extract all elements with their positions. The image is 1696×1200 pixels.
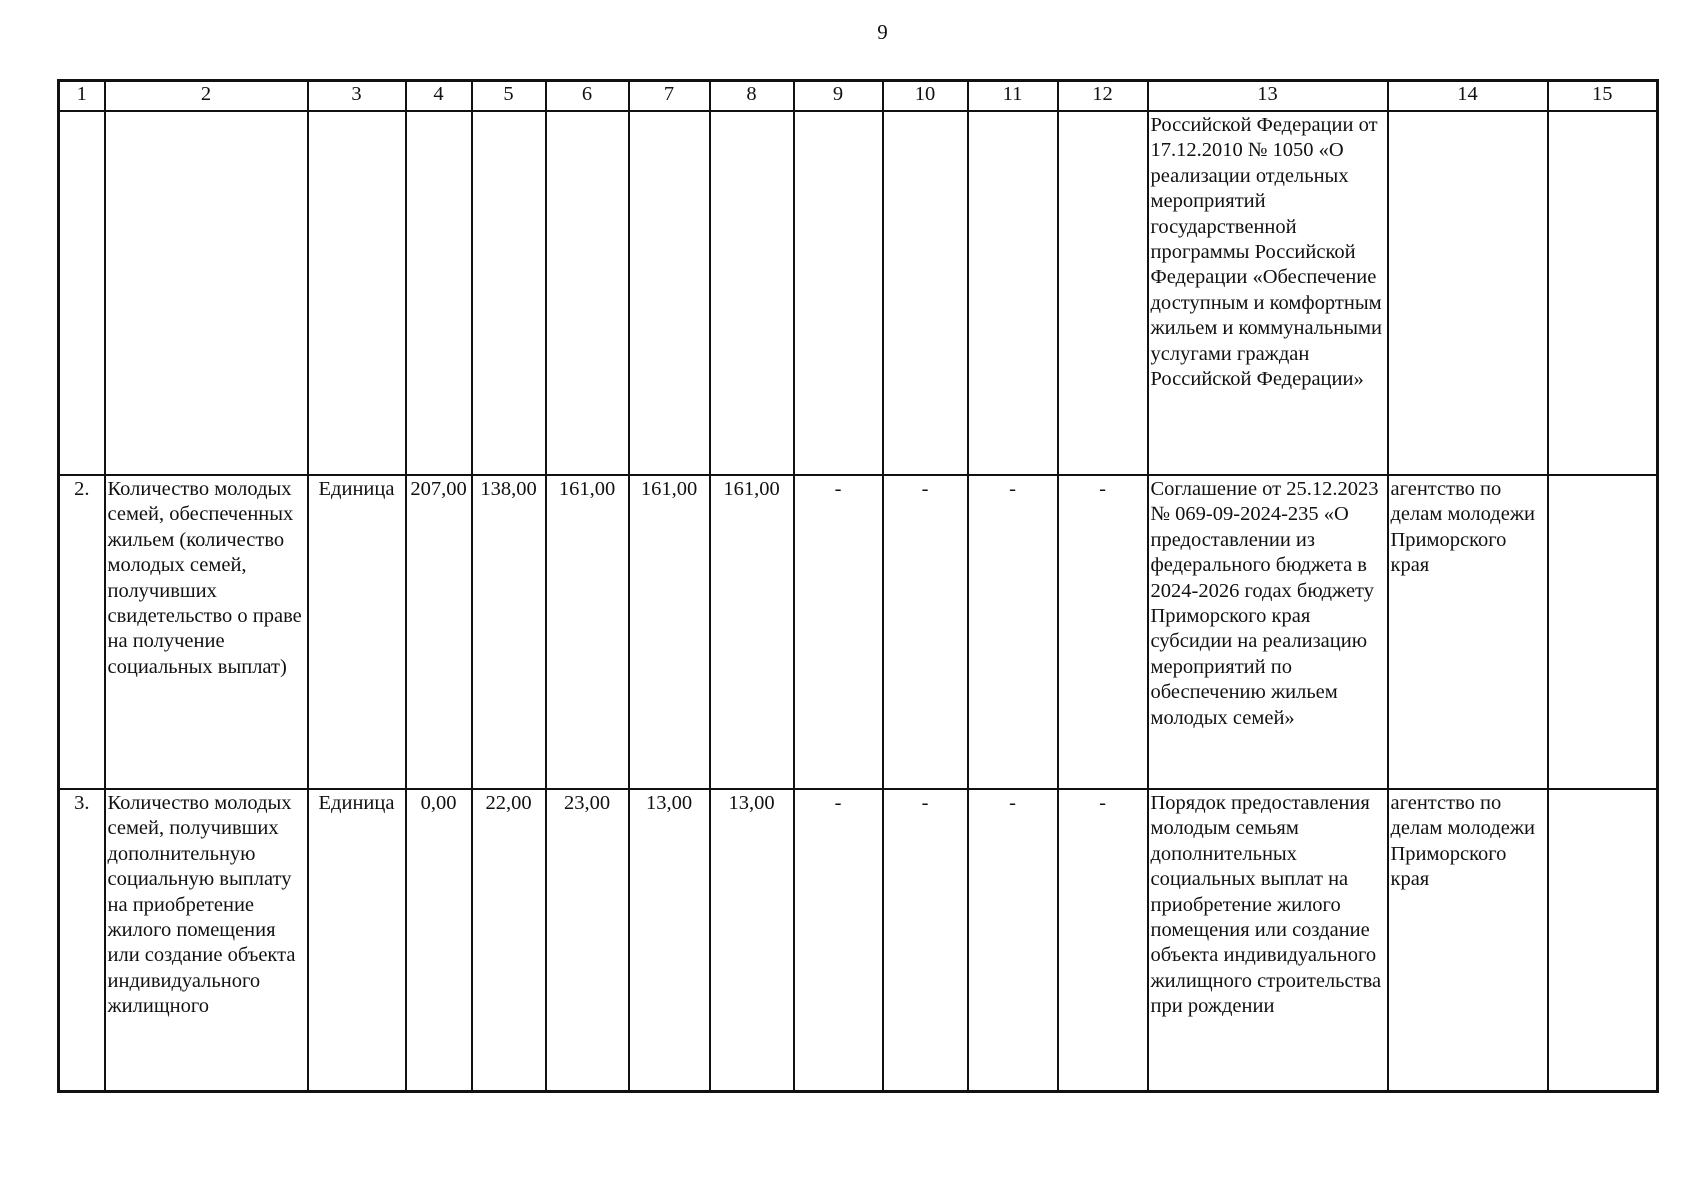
value-col-11: - xyxy=(968,475,1058,789)
unit: Единица xyxy=(308,475,406,789)
column-number: 11 xyxy=(968,81,1058,112)
indicator-name xyxy=(105,111,308,475)
value-col-9: - xyxy=(794,789,883,1092)
value-col-4 xyxy=(406,111,472,475)
indicators-table xyxy=(57,79,1659,1093)
column-number: 13 xyxy=(1148,81,1388,112)
value-col-10: - xyxy=(883,789,968,1092)
value-col-7: 13,00 xyxy=(629,789,710,1092)
value-col-9 xyxy=(794,111,883,475)
table-row xyxy=(59,789,1658,1092)
value-col-4: 207,00 xyxy=(406,475,472,789)
column-number: 14 xyxy=(1388,81,1548,112)
page-number: 9 xyxy=(877,20,888,44)
responsible-agency: агентство по делам молодежи Приморского края xyxy=(1388,789,1548,1092)
column-number: 6 xyxy=(546,81,629,112)
table-row xyxy=(59,475,1658,789)
note xyxy=(1548,789,1658,1092)
column-number: 9 xyxy=(794,81,883,112)
note xyxy=(1548,111,1658,475)
value-col-12: - xyxy=(1058,475,1148,789)
unit xyxy=(308,111,406,475)
column-number: 10 xyxy=(883,81,968,112)
value-col-5: 138,00 xyxy=(472,475,546,789)
column-number-row xyxy=(59,81,1658,112)
value-col-8: 161,00 xyxy=(710,475,794,789)
row-index: 3. xyxy=(59,789,105,1092)
column-number: 15 xyxy=(1548,81,1658,112)
table-row xyxy=(59,111,1658,475)
value-col-12 xyxy=(1058,111,1148,475)
indicator-name: Количество молодых семей, получивших дополнительную социальную выплату на приобретение жилого помещения или создание объекта индивидуального жилищного xyxy=(105,789,308,1092)
value-col-8: 13,00 xyxy=(710,789,794,1092)
value-col-12: - xyxy=(1058,789,1148,1092)
note xyxy=(1548,475,1658,789)
column-number: 5 xyxy=(472,81,546,112)
value-col-11: - xyxy=(968,789,1058,1092)
column-number: 4 xyxy=(406,81,472,112)
value-col-8 xyxy=(710,111,794,475)
row-index: 2. xyxy=(59,475,105,789)
value-col-5: 22,00 xyxy=(472,789,546,1092)
legal-basis: Российской Федерации от 17.12.2010 № 1050 «О реализации отдельных мероприятий государственной программы Российской Федерации «Обеспечение доступным и комфортным жильем и коммунальными услугами граждан Российской Федерации» xyxy=(1148,111,1388,475)
legal-basis: Порядок предоставления молодым семьям дополнительных социальных выплат на приобретение жилого помещения или создание объекта индивидуального жилищного строительства при рождении xyxy=(1148,789,1388,1092)
column-number: 2 xyxy=(105,81,308,112)
row-index xyxy=(59,111,105,475)
column-number: 8 xyxy=(710,81,794,112)
column-number: 12 xyxy=(1058,81,1148,112)
value-col-7: 161,00 xyxy=(629,475,710,789)
value-col-9: - xyxy=(794,475,883,789)
value-col-10: - xyxy=(883,475,968,789)
value-col-6: 23,00 xyxy=(546,789,629,1092)
responsible-agency xyxy=(1388,111,1548,475)
unit: Единица xyxy=(308,789,406,1092)
value-col-4: 0,00 xyxy=(406,789,472,1092)
responsible-agency: агентство по делам молодежи Приморского края xyxy=(1388,475,1548,789)
value-col-6 xyxy=(546,111,629,475)
value-col-11 xyxy=(968,111,1058,475)
value-col-6: 161,00 xyxy=(546,475,629,789)
value-col-7 xyxy=(629,111,710,475)
column-number: 3 xyxy=(308,81,406,112)
column-number: 1 xyxy=(59,81,105,112)
value-col-5 xyxy=(472,111,546,475)
column-number: 7 xyxy=(629,81,710,112)
legal-basis: Соглашение от 25.12.2023 № 069-09-2024-235 «О предоставлении из федерального бюджета в 2024-2026 годах бюджету Приморского края субсидии на реализацию мероприятий по обеспечению жильем молодых семей» xyxy=(1148,475,1388,789)
value-col-10 xyxy=(883,111,968,475)
indicator-name: Количество молодых семей, обеспеченных жильем (количество молодых семей, получивших свидетельство о праве на получение социальных выплат) xyxy=(105,475,308,789)
